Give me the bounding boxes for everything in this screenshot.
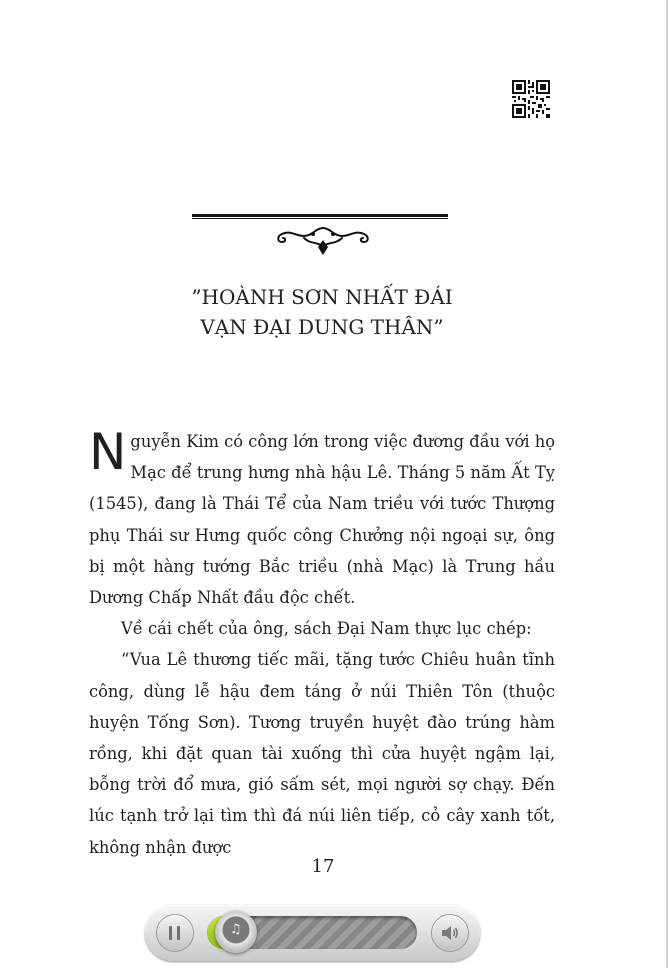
drop-cap: N: [89, 423, 127, 481]
volume-icon: [440, 924, 460, 942]
chapter-title: [134, 282, 510, 342]
header-rule-thin: [192, 218, 448, 219]
audio-progress-handle[interactable]: [215, 911, 257, 953]
page-number: 17: [311, 856, 335, 877]
qr-code: [512, 80, 550, 118]
audio-player: [145, 905, 480, 961]
music-note-icon: ♫: [229, 922, 242, 937]
pause-button[interactable]: [156, 914, 194, 952]
paragraph-1: [89, 423, 556, 613]
paragraph-3: “Vua Lê thương tiếc mãi, tặng tước Chiêu huân tĩnh công, dùng lễ hậu đem táng ở núi Thiên Tôn (thuộc huyện Tống Sơn). Tương truyền huyệt đào trúng hàm rồng, khi đặt quan tài xuống thì cửa huyệt ngậm lại, bỗng trời đổ mưa, gió sấm sét, mọi người sợ chạy. Đến lúc tạnh trở lại tìm thì đá núi liên tiếp, cỏ cây xanh tốt, không nhận được: [89, 650, 555, 857]
header-rule-thick: [192, 214, 448, 217]
chapter-title-line-1: ”HOÀNH SƠN NHẤT ĐÁI: [191, 285, 453, 309]
volume-button[interactable]: [431, 914, 469, 952]
paragraph-2: Về cái chết của ông, sách Đại Nam thực lục chép:: [121, 619, 532, 639]
chapter-body: [89, 423, 556, 863]
chapter-title-line-2: VẠN ĐẠI DUNG THÂN”: [200, 315, 444, 339]
paragraph-1-text: guyễn Kim có công lớn trong việc đương đầu với họ Mạc để trung hưng nhà hậu Lê. Tháng 5 năm Ất Tỵ (1545), đang là Thái Tể của Nam triều với tước Thượng phụ Thái sư Hưng quốc công Chưởng nội ngoại sự, ông bị một hàng tướng Bắc triều (nhà Mạc) là Trung hầu Dương Chấp Nhất đầu độc chết.: [89, 432, 556, 608]
flourish-ornament: [272, 222, 374, 258]
